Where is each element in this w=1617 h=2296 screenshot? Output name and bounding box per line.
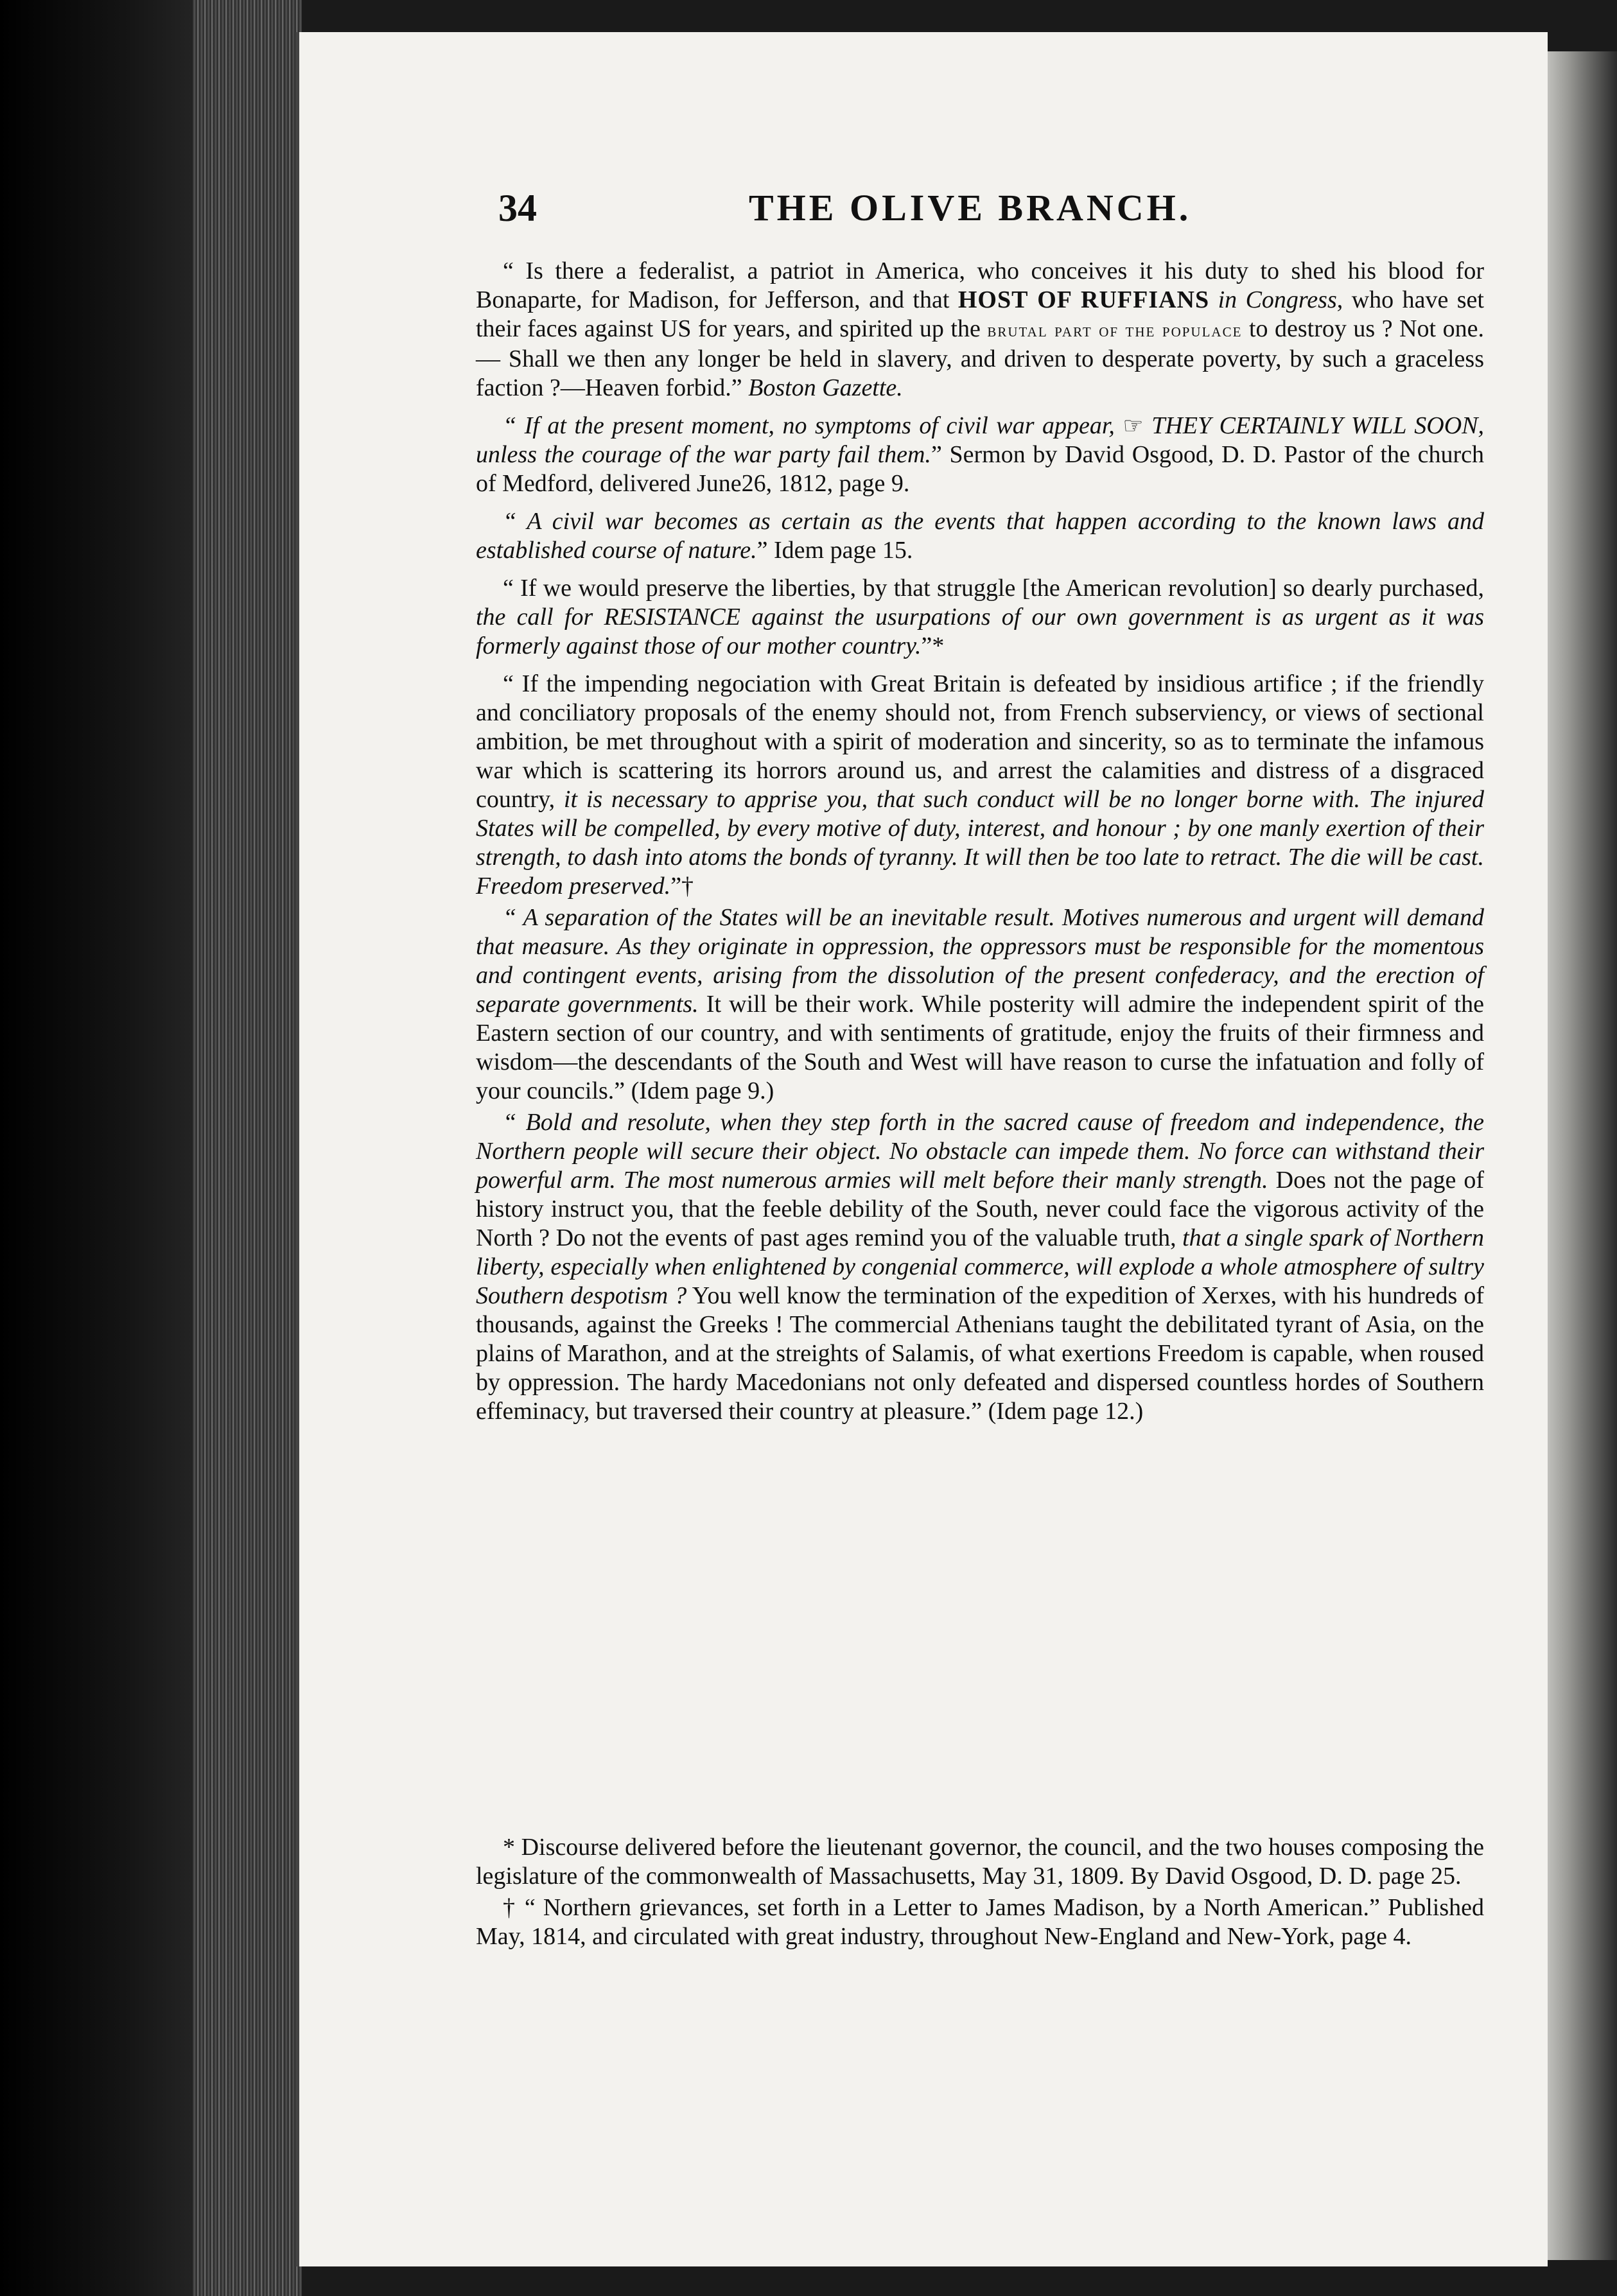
quote-paragraph: “ Is there a federalist, a patriot in America, who conceives it his duty to shed his blood for Bonaparte, for Madison, for Jefferson, and that HOST OF RUFFIANS in Congress, who have set their faces against US for years, and spirited up the brutal part of the populace to destroy us ? Not one.— Shall we then any longer be held in slavery, and driven to desperate poverty, by such a graceless faction ?—Heaven forbid.” Boston Gazette. <box>476 257 1484 401</box>
footnote: † “ Northern grievances, set forth in a Letter to James Madison, by a North American.” Published May, 1814, and circulated with great industry, throughout New-England and New-York, page 4. <box>476 1894 1484 1950</box>
quote-paragraph: “ If the impending negociation with Great Britain is defeated by insidious artifice ; if the friendly and conciliatory proposals of the enemy should not, from French subserviency, or views of sectional ambition, be met throughout with a spirit of moderation and sincerity, so as to terminate the infamous war which is scattering its horrors around us, and arrest the calamities and distress of a disgraced country, it is necessary to apprise you, that such conduct will be no longer borne with. The injured States will be compelled, by every motive of duty, interest, and honour ; by one manly exertion of their strength, to dash into atoms the bonds of tyranny. It will then be too late to retract. The die will be cast. Freedom preserved.”† <box>476 670 1484 900</box>
page-number: 34 <box>498 187 537 229</box>
running-title: THE OLIVE BRANCH. <box>749 187 1192 229</box>
scan-border <box>0 0 205 2296</box>
book-spine <box>193 0 302 2296</box>
footnotes <box>476 1833 1484 1954</box>
pointing-hand-icon: ☞ <box>1123 413 1144 439</box>
quote-paragraph: “ Bold and resolute, when they step forth in the sacred cause of freedom and independence, the Northern people will secure their object. No obstacle can impede them. No force can withstand their powerful arm. The most numerous armies will melt before their manly strength. Does not the page of history instruct you, that the feeble debility of the South, never could face the vigorous activity of the North ? Do not the events of past ages remind you of the valuable truth, that a single spark of Northern liberty, especially when enlightened by congenial commerce, will explode a whole atmosphere of sultry Southern despotism ? You well know the termination of the expedition of Xerxes, with his hundreds of thousands, against the Greeks ! The commercial Athenians taught the debilitated tyrant of Asia, on the plains of Marathon, and at the streights of Salamis, of what exertions Freedom is capable, when roused by oppression. The hardy Macedonians not only defeated and dispersed countless hordes of Southern effeminacy, but traversed their country at pleasure.” (Idem page 12.) <box>476 1109 1485 1425</box>
book-page <box>295 32 1548 2266</box>
quote-paragraph: “ If we would preserve the liberties, by that struggle [the American revolution] so dearly purchased, the call for RESISTANCE against the usurpations of our own government is as urgent as it was formerly against those of our mother country.”* <box>476 575 1484 659</box>
footnote: * Discourse delivered before the lieutenant governor, the council, and the two houses composing the legislature of the commonwealth of Massachusetts, May 31, 1809. By David Osgood, D. D. page 25. <box>476 1834 1484 1890</box>
quote-paragraph: “ A civil war becomes as certain as the events that happen according to the known laws and established course of nature.” Idem page 15. <box>476 508 1484 564</box>
page-body <box>476 257 1484 1435</box>
quote-paragraph: “ A separation of the States will be an inevitable result. Motives numerous and urgent will demand that measure. As they originate in oppression, the oppressors must be responsible for the momentous and contingent events, arising from the dissolution of the present confederacy, and the erection of separate governments. It will be their work. While posterity will admire the independent spirit of the Eastern section of our country, and with sentiments of gratitude, enjoy the fruits of their firmness and wisdom—the descendants of the South and West will have reason to curse the infatuation and folly of your councils.” (Idem page 9.) <box>476 904 1484 1104</box>
page-header <box>498 161 1500 231</box>
quote-paragraph: “ If at the present moment, no symptoms of civil war appear, ☞ THEY CERTAINLY WILL SOON, unless the courage of the war party fail them.” Sermon by David Osgood, D. D. Pastor of the church of Medford, delivered June26, 1812, page 9. <box>476 412 1485 497</box>
